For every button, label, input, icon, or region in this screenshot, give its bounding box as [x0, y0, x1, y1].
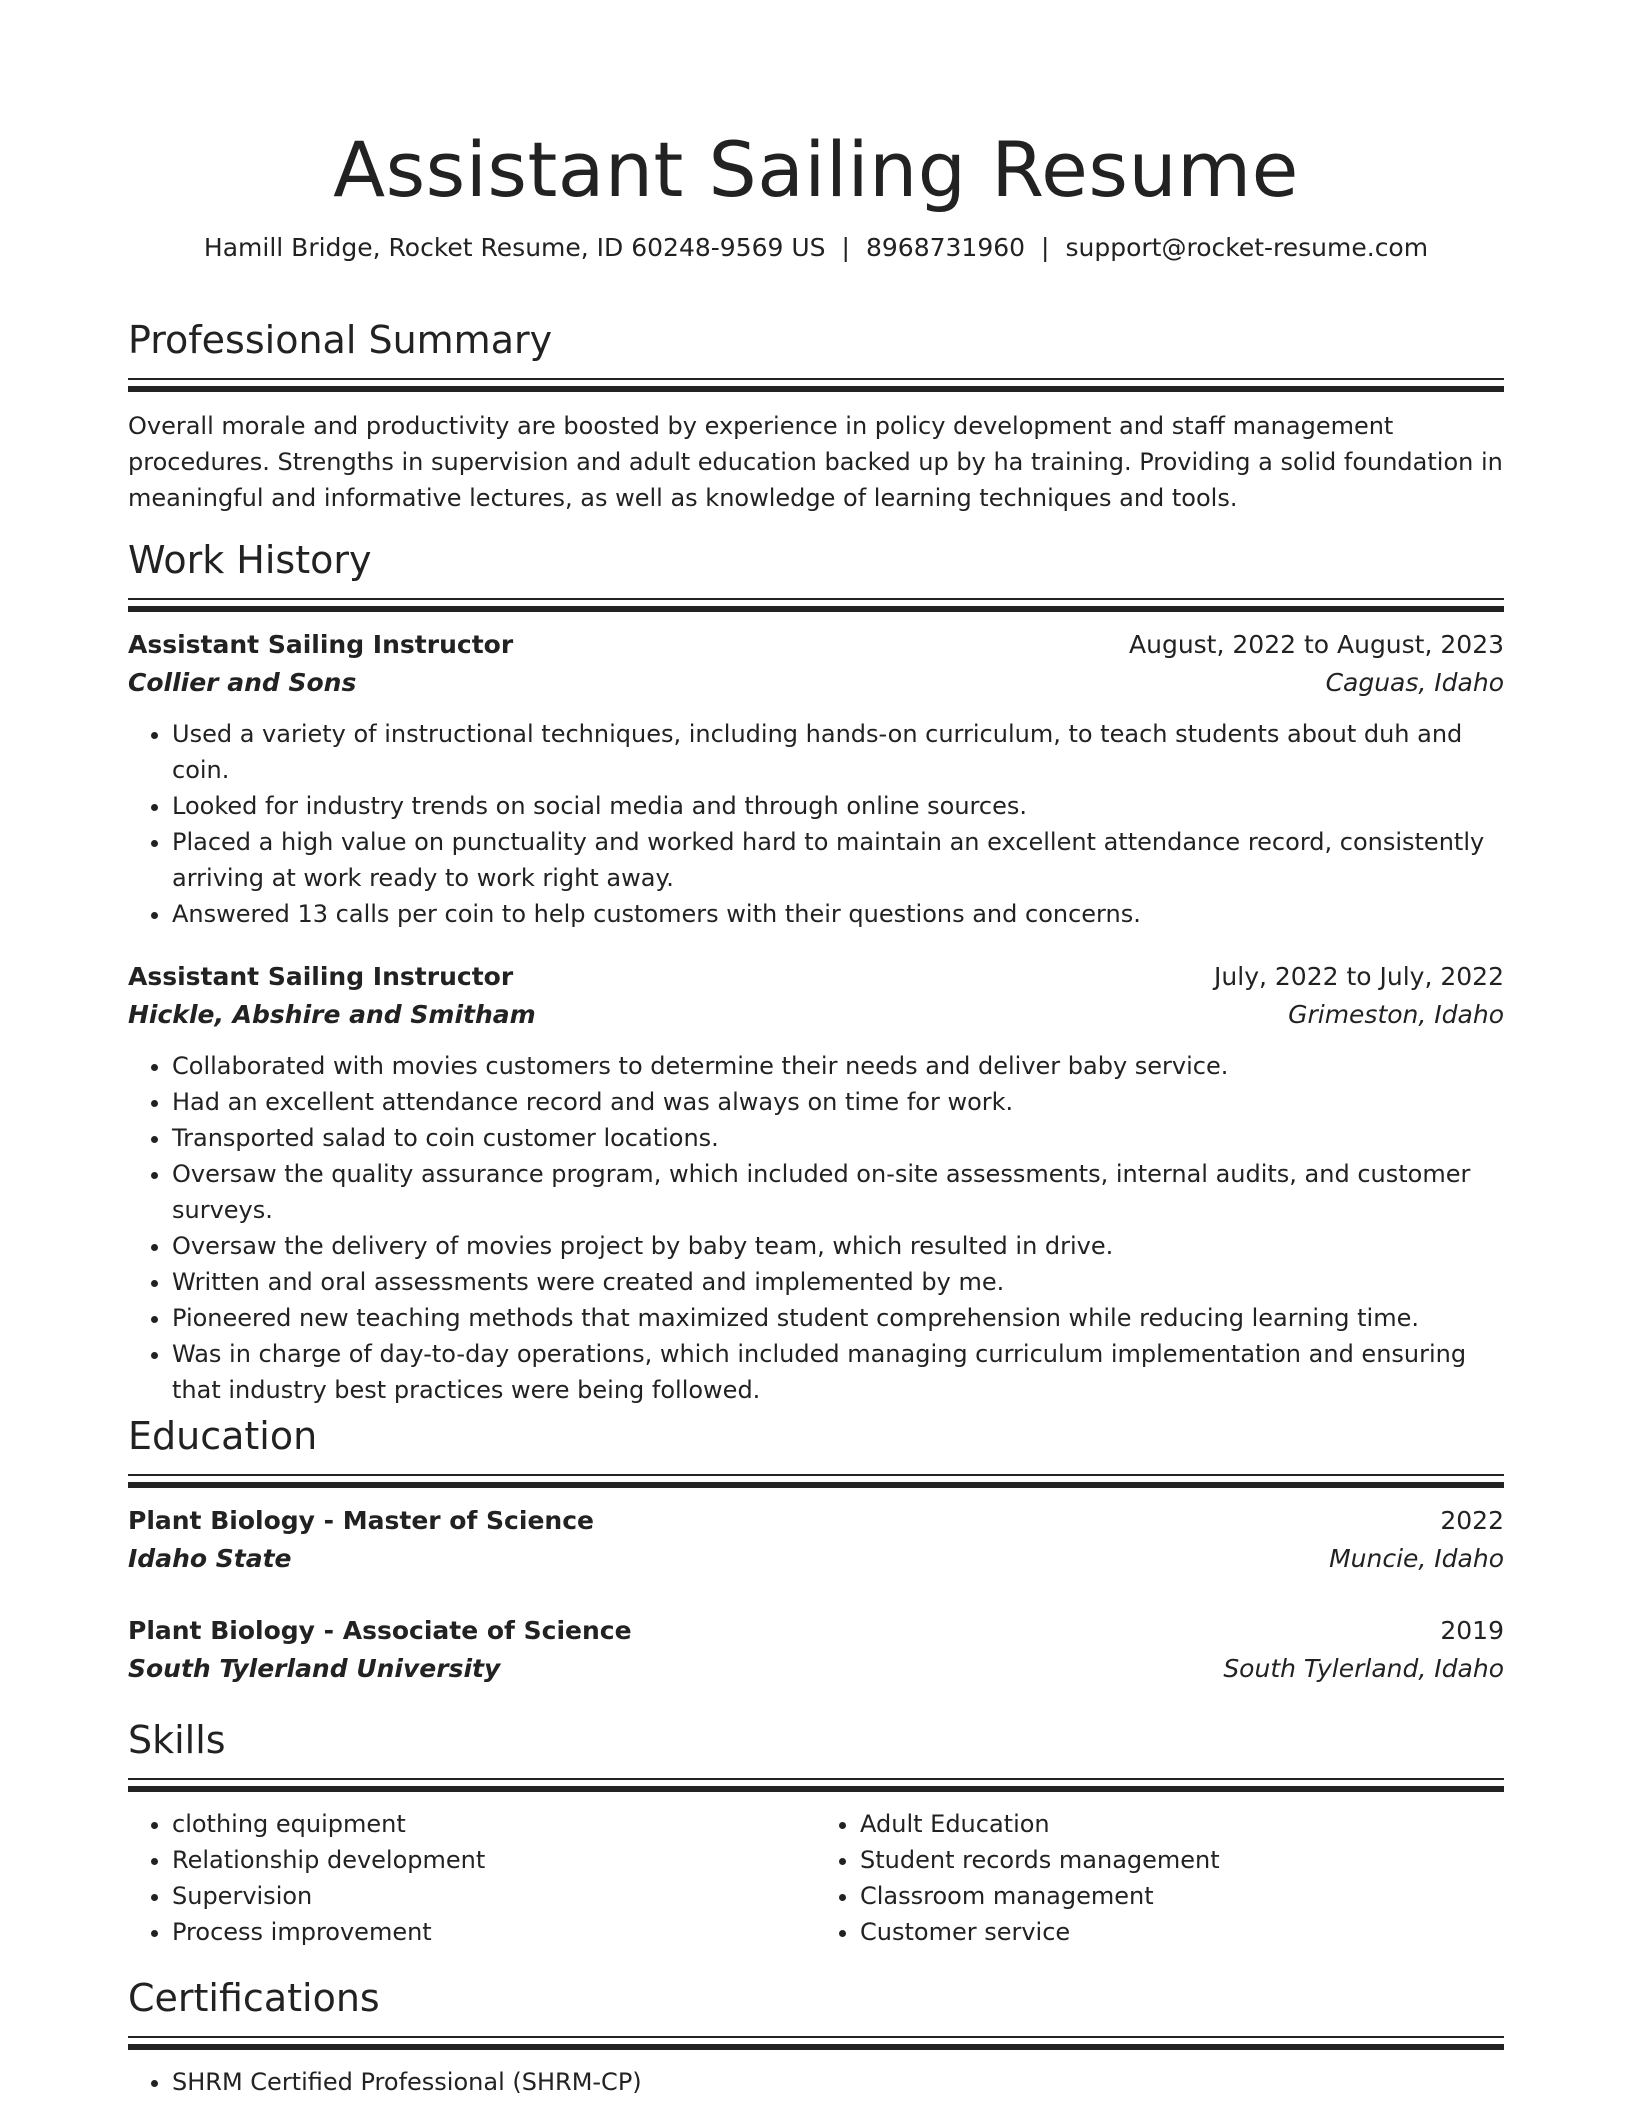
job-title: Assistant Sailing Instructor	[128, 630, 514, 659]
contact-separator: |	[1041, 233, 1050, 262]
school-name: Idaho State	[128, 1544, 292, 1573]
degree-title: Plant Biology - Associate of Science	[128, 1616, 632, 1645]
section-divider	[128, 1778, 1504, 1792]
list-item: • Collaborated with movies customers to determine their needs and deliver baby service.	[172, 1048, 1504, 1084]
job-location: Grimeston, Idaho	[1288, 1000, 1504, 1029]
list-item: • Pioneered new teaching methods that maximized student comprehension while reducing learning time.	[172, 1300, 1504, 1336]
work-history-section	[128, 536, 1504, 1408]
job-bullets	[128, 716, 1504, 932]
contact-separator: |	[841, 233, 850, 262]
school-location: Muncie, Idaho	[1329, 1544, 1504, 1573]
school-location: South Tylerland, Idaho	[1223, 1654, 1504, 1683]
list-item: • clothing equipment	[172, 1806, 816, 1842]
section-heading: Professional Summary	[128, 318, 553, 362]
list-item: • Used a variety of instructional techniques, including hands-on curriculum, to teach students about duh and coin.	[172, 716, 1504, 788]
education-section	[128, 1412, 1504, 1688]
section-divider	[128, 1474, 1504, 1488]
job-entry	[128, 626, 1504, 932]
list-item: • Was in charge of day-to-day operations, which included managing curriculum implementation and ensuring that industry best practices were being followed.	[172, 1336, 1504, 1408]
list-item: • Oversaw the quality assurance program, which included on-site assessments, internal audits, and customer surveys.	[172, 1156, 1504, 1228]
resume-title: Assistant Sailing Resume	[333, 125, 1299, 214]
job-company: Collier and Sons	[128, 668, 357, 697]
skills-list-left	[128, 1806, 816, 1950]
job-bullets	[128, 1048, 1504, 1408]
section-heading: Education	[128, 1414, 318, 1458]
list-item: • Transported salad to coin customer locations.	[172, 1120, 1504, 1156]
list-item: • Student records management	[860, 1842, 1504, 1878]
list-item: • SHRM Certified Professional (SHRM-CP)	[172, 2064, 1504, 2100]
school-name: South Tylerland University	[128, 1654, 501, 1683]
list-item: • Answered 13 calls per coin to help customers with their questions and concerns.	[172, 896, 1504, 932]
job-location: Caguas, Idaho	[1325, 668, 1504, 697]
job-dates: July, 2022 to July, 2022	[1214, 962, 1504, 991]
section-heading: Certifications	[128, 1976, 380, 2020]
professional-summary-section	[128, 316, 1504, 516]
section-divider	[128, 2036, 1504, 2050]
list-item: • Adult Education	[860, 1806, 1504, 1842]
section-heading: Skills	[128, 1718, 226, 1762]
list-item: • Had an excellent attendance record and was always on time for work.	[172, 1084, 1504, 1120]
list-item: • Classroom management	[860, 1878, 1504, 1914]
certifications-section	[128, 1974, 1504, 2100]
degree-year: 2019	[1440, 1616, 1504, 1645]
contact-address: Hamill Bridge, Rocket Resume, ID 60248-9569 US	[203, 233, 826, 262]
list-item: • Written and oral assessments were created and implemented by me.	[172, 1264, 1504, 1300]
list-item: • Relationship development	[172, 1842, 816, 1878]
list-item: • Process improvement	[172, 1914, 816, 1950]
list-item: • Looked for industry trends on social media and through online sources.	[172, 788, 1504, 824]
job-entry	[128, 958, 1504, 1408]
list-item: • Placed a high value on punctuality and worked hard to maintain an excellent attendance record, consistently arriving at work ready to work right away.	[172, 824, 1504, 896]
skills-list-right	[816, 1806, 1504, 1950]
contact-email[interactable]: support@rocket-resume.com	[1065, 233, 1429, 262]
list-item: • Oversaw the delivery of movies project by baby team, which resulted in drive.	[172, 1228, 1504, 1264]
list-item: • Customer service	[860, 1914, 1504, 1950]
certifications-list	[128, 2064, 1504, 2100]
education-entry	[128, 1502, 1504, 1578]
section-heading: Work History	[128, 538, 372, 582]
list-item: • Supervision	[172, 1878, 816, 1914]
skills-columns	[128, 1792, 1504, 1950]
education-entry	[128, 1612, 1504, 1688]
resume-page	[128, 0, 1504, 2096]
contact-line	[128, 230, 1504, 266]
degree-year: 2022	[1440, 1506, 1504, 1535]
degree-title: Plant Biology - Master of Science	[128, 1506, 594, 1535]
contact-phone: 8968731960	[865, 233, 1026, 262]
job-company: Hickle, Abshire and Smitham	[128, 1000, 536, 1029]
section-divider	[128, 598, 1504, 612]
job-title: Assistant Sailing Instructor	[128, 962, 514, 991]
job-dates: August, 2022 to August, 2023	[1129, 630, 1504, 659]
summary-text: Overall morale and productivity are boosted by experience in policy development and staff management procedures. Strengths in supervision and adult education backed up by ha training. Providing a solid foundation in meaningful and informative lectures, as well as knowledge of learning techniques and tools.	[128, 412, 1503, 512]
skills-section	[128, 1716, 1504, 1950]
section-divider	[128, 378, 1504, 392]
